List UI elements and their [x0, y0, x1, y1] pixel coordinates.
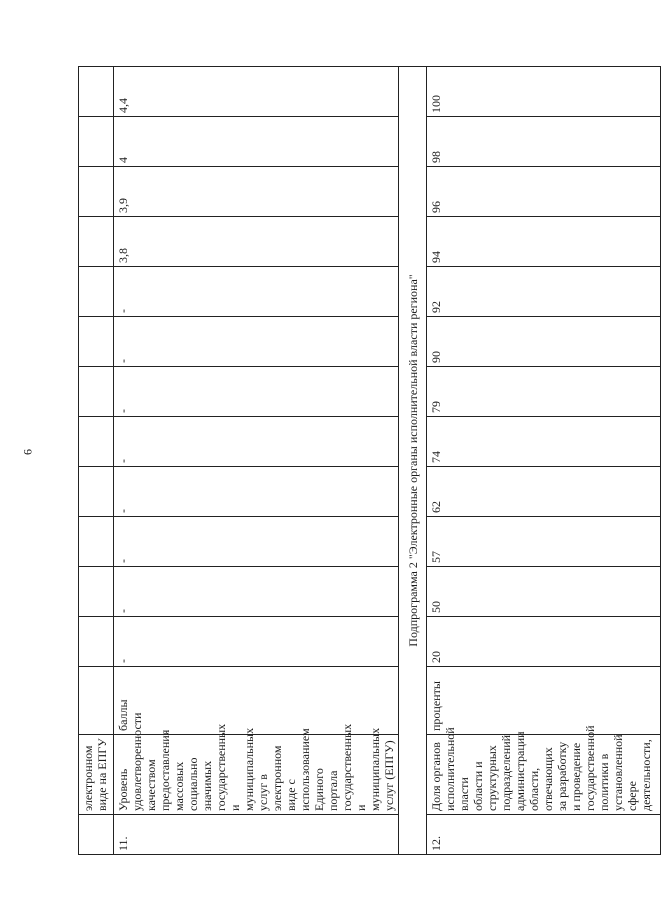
value-cell — [79, 217, 114, 267]
table-row — [114, 67, 399, 855]
value-cell: 92 — [427, 267, 661, 317]
table-row — [79, 67, 114, 855]
value-cell: 4 — [114, 117, 399, 167]
value-cell: 79 — [427, 367, 661, 417]
row-number-cell: 11. — [114, 815, 399, 855]
value-cell — [79, 517, 114, 567]
row-number-cell — [79, 815, 114, 855]
value-cell: 96 — [427, 167, 661, 217]
value-cell — [79, 117, 114, 167]
value-cell: 4,4 — [114, 67, 399, 117]
value-cell: - — [114, 267, 399, 317]
unit-cell — [79, 667, 114, 735]
subprogram-title: Подпрограмма 2 "Электронные органы исполнительной власти региона" — [399, 67, 427, 855]
value-cell — [79, 417, 114, 467]
value-cell: 57 — [427, 517, 661, 567]
value-cell — [79, 67, 114, 117]
page-number: 6 — [20, 449, 35, 455]
subprogram-row — [399, 67, 427, 855]
value-cell — [79, 617, 114, 667]
row-number-cell: 12. — [427, 815, 661, 855]
value-cell: 62 — [427, 467, 661, 517]
indicator-name-cell: электронном виде на ЕПГУ — [79, 735, 114, 815]
unit-cell: баллы — [114, 667, 399, 735]
value-cell: - — [114, 417, 399, 467]
table-row — [427, 67, 661, 855]
value-cell — [79, 317, 114, 367]
value-cell: - — [114, 567, 399, 617]
value-cell: - — [114, 367, 399, 417]
value-cell: 3,9 — [114, 167, 399, 217]
value-cell — [79, 467, 114, 517]
value-cell: - — [114, 617, 399, 667]
value-cell: 100 — [427, 67, 661, 117]
value-cell: 74 — [427, 417, 661, 467]
value-cell — [79, 267, 114, 317]
value-cell: 94 — [427, 217, 661, 267]
value-cell: - — [114, 317, 399, 367]
indicator-name-cell: Доля органов исполнительной власти области и структурных подразделений администрации области, отвечающих за разработку и проведение государственной политики в установленной сфере деятельности, — [427, 735, 661, 815]
indicators-table — [78, 66, 661, 855]
rotated-table-container — [78, 95, 653, 855]
value-cell — [79, 567, 114, 617]
value-cell: 90 — [427, 317, 661, 367]
value-cell — [79, 367, 114, 417]
unit-cell: проценты — [427, 667, 661, 735]
value-cell — [79, 167, 114, 217]
value-cell: 3,8 — [114, 217, 399, 267]
value-cell: 20 — [427, 617, 661, 667]
value-cell: - — [114, 517, 399, 567]
value-cell: 50 — [427, 567, 661, 617]
indicator-name-cell: Уровень удовлетворенности качеством предоставления массовых социально значимых государственных и муниципальных услуг в электронном виде с использованием Единого портала государственных и муниципальных услуг (ЕПГУ) — [114, 735, 399, 815]
value-cell: - — [114, 467, 399, 517]
value-cell: 98 — [427, 117, 661, 167]
